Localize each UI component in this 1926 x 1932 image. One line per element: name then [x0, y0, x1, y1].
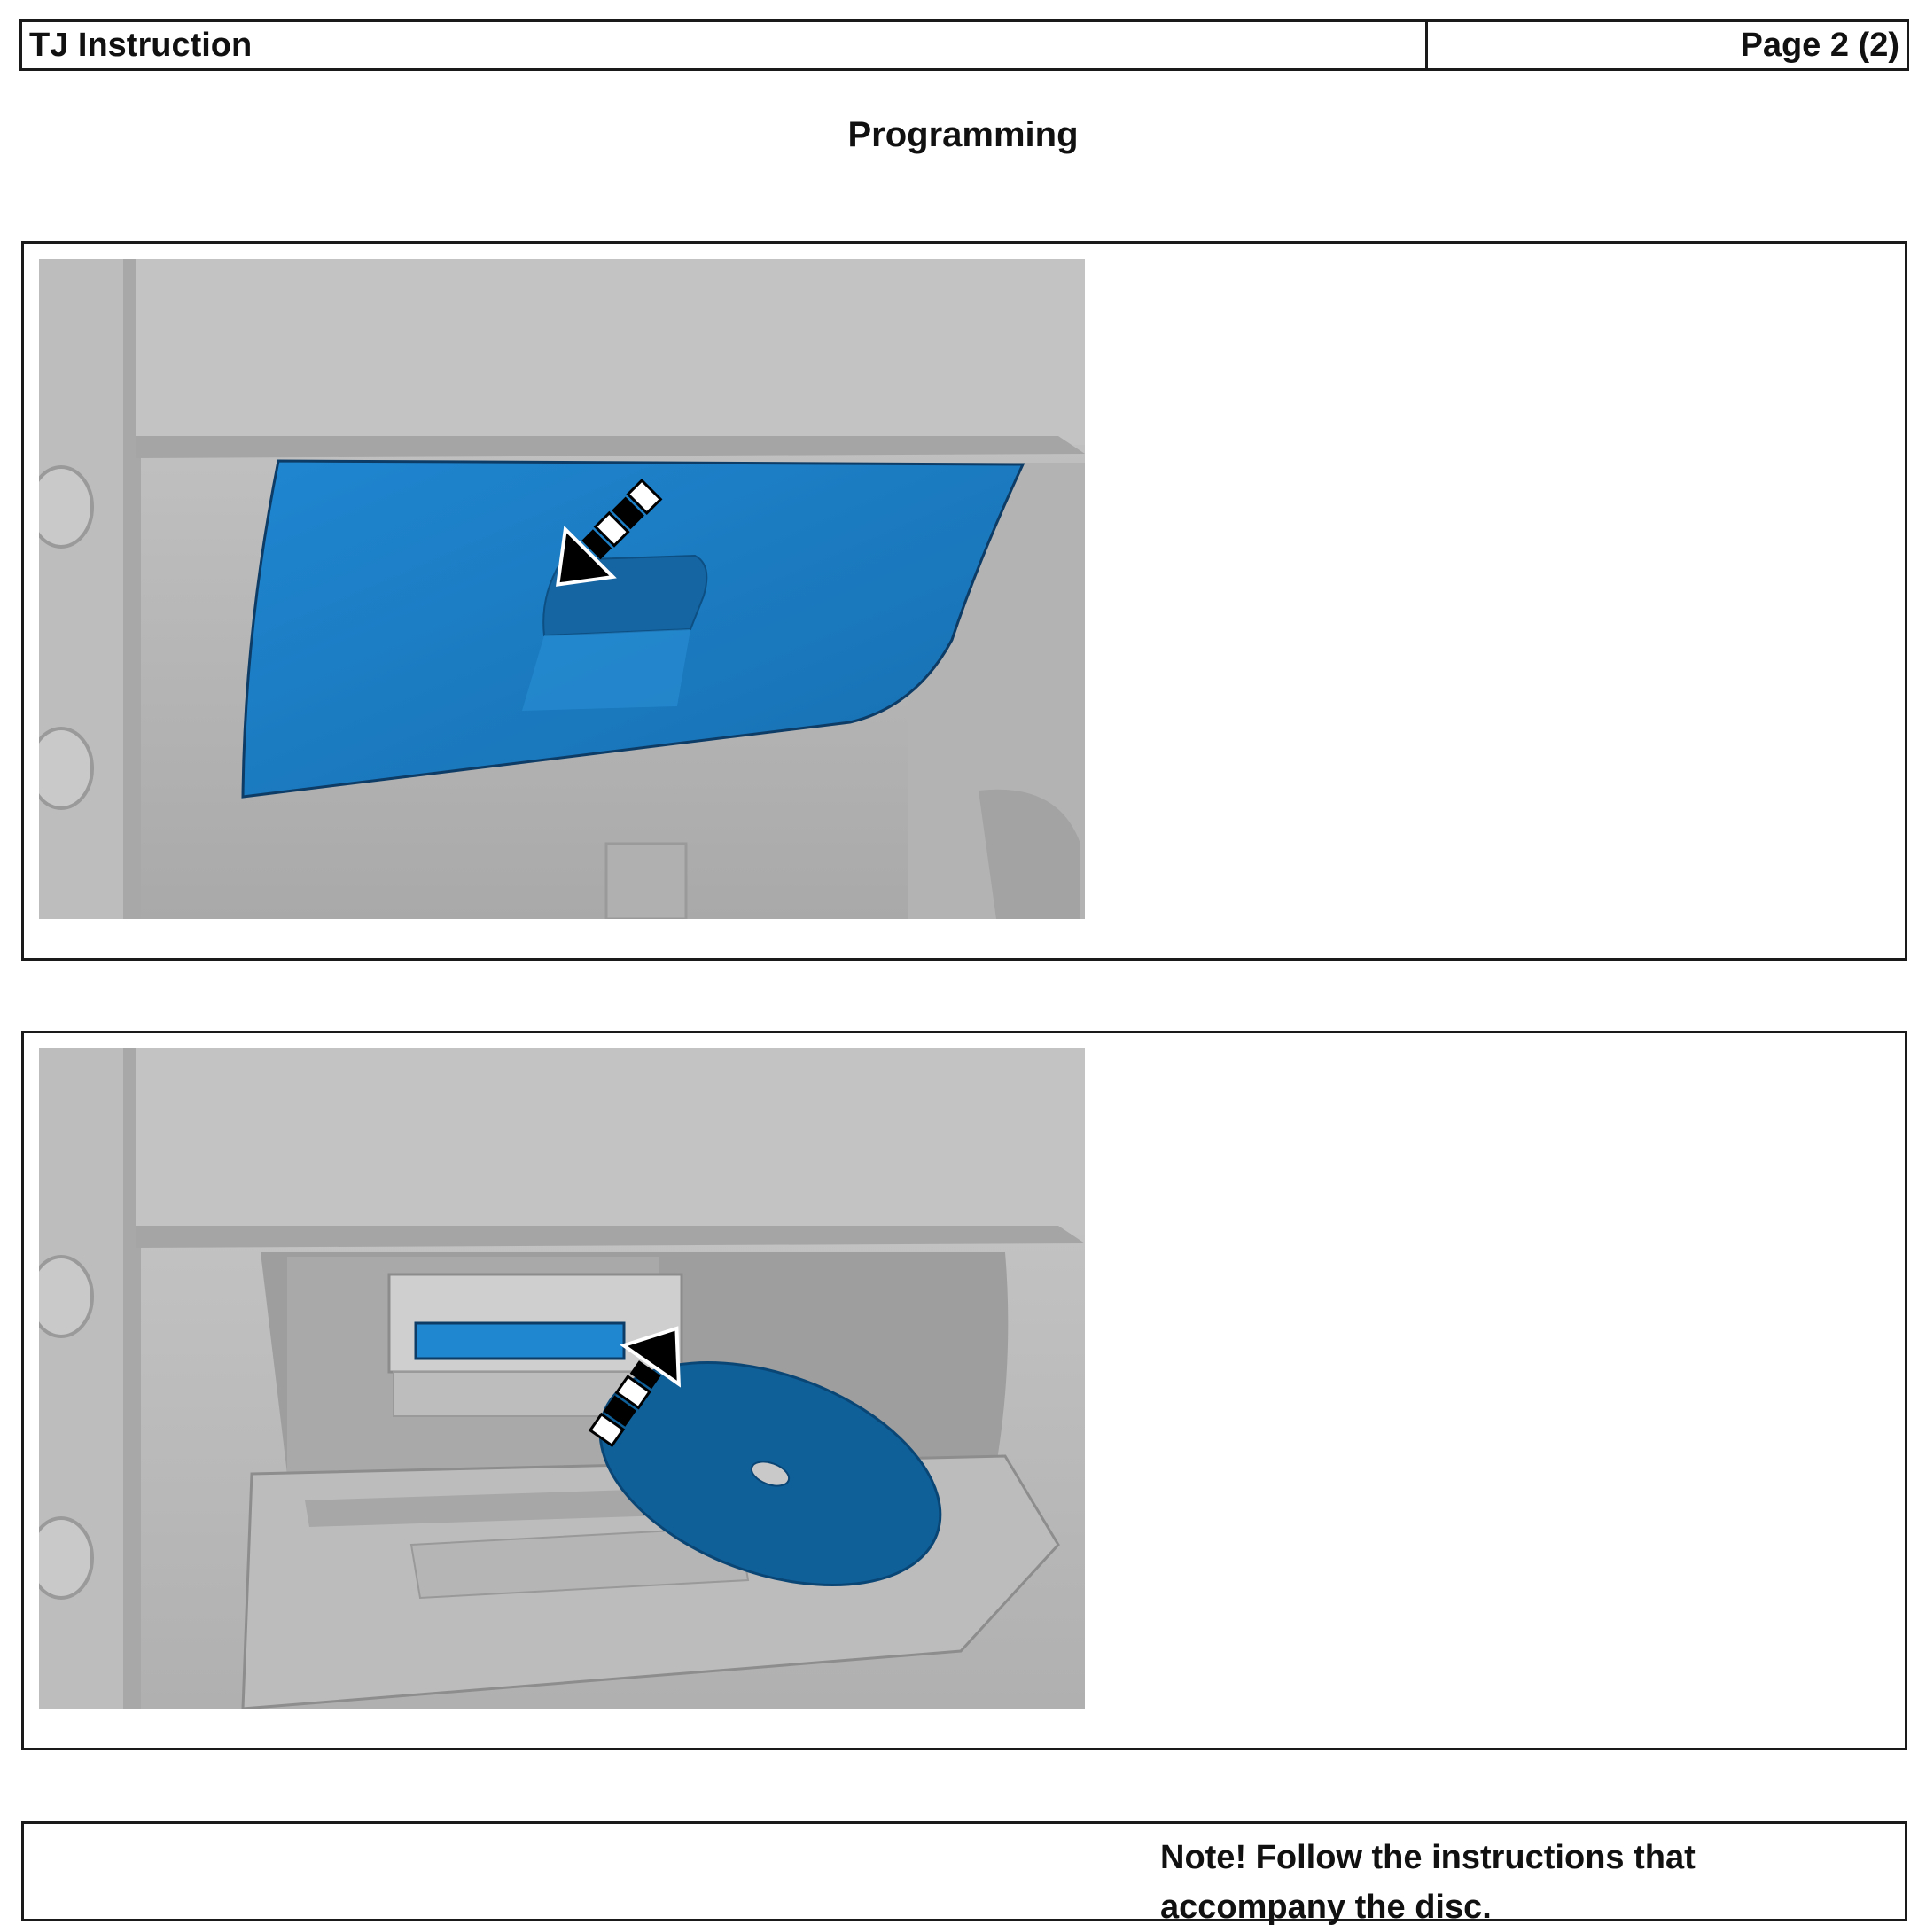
document-header	[19, 19, 1909, 71]
section-title: Programming	[847, 115, 1079, 154]
document-type: TJ Instruction	[22, 22, 1428, 68]
instruction-step-2	[21, 1031, 1907, 1750]
note-text	[1160, 1833, 1696, 1932]
note-line-2: accompany the disc.	[1160, 1889, 1492, 1926]
disc-insert-illustration	[39, 1048, 1085, 1709]
note-line-1: Note! Follow the instructions that	[1160, 1839, 1696, 1876]
glovebox-open-illustration	[39, 259, 1085, 919]
note-box	[21, 1821, 1907, 1926]
instruction-step-1	[21, 241, 1907, 961]
page-number: Page 2 (2)	[1740, 26, 1899, 64]
